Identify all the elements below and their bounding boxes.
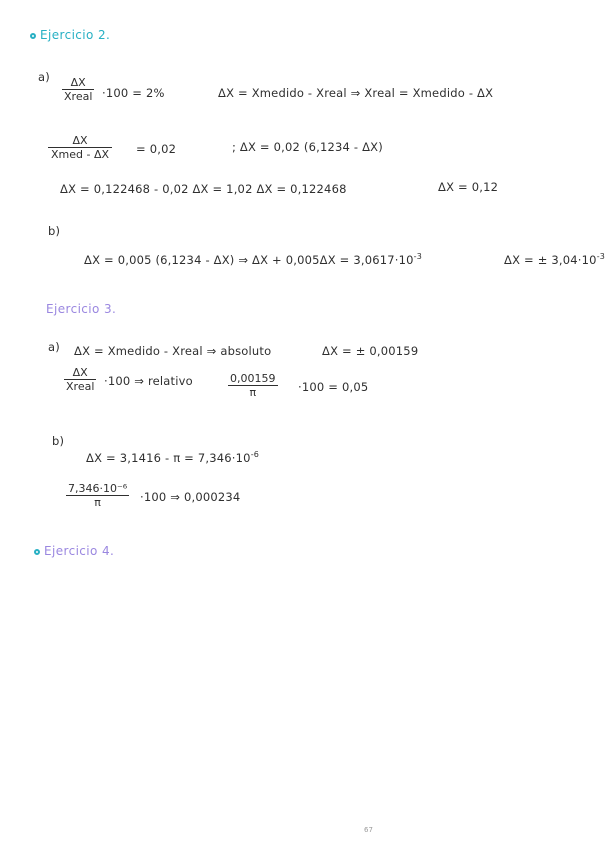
equation-line: ·100 ⇒ 0,000234 <box>140 490 241 504</box>
equation-line: ΔX = Xmedido - Xreal ⇒ absoluto <box>74 344 272 358</box>
exercise-2-heading: Ejercicio 2. <box>30 28 110 42</box>
equation-line: = 0,02 <box>136 142 177 156</box>
equation-line: ·100 = 2% <box>102 86 165 100</box>
result-line: ΔX = 0,12 <box>438 180 499 194</box>
part-b-label: b) <box>48 224 61 238</box>
result-line: ΔX = ± 0,00159 <box>322 344 419 358</box>
equation-line: ΔX = 0,005 (6,1234 - ΔX) ⇒ $\Delta X + 0,005\Delta X = 3,0617\cdot 10^{-3}$ <box>84 252 423 267</box>
page-mark: 67 <box>364 826 373 834</box>
relative-error-fraction: ΔX Xreal <box>64 76 93 103</box>
equation-fraction: 7,346·10⁻⁶ π <box>68 482 128 509</box>
equation-line: ; ΔX = 0,02 (6,1234 - ΔX) <box>232 140 383 154</box>
part-a-label: a) <box>38 70 50 84</box>
part-a-label: a) <box>48 340 60 354</box>
exercise-3-heading: Ejercicio 3. <box>46 302 117 316</box>
bullet-icon <box>34 549 40 555</box>
part-b-label: b) <box>52 434 65 448</box>
equation-line: $\Delta X = 3,1416 - \pi = 7,346\cdot 10^{-6}$ <box>86 450 260 465</box>
equation-fraction: ΔX Xmed - ΔX <box>48 134 112 161</box>
equation-fraction: 0,00159 π <box>230 372 276 399</box>
exercise-4-heading: Ejercicio 4. <box>34 544 114 558</box>
bullet-icon <box>30 33 36 39</box>
result-line: ΔX = ± $3,04\cdot 10^{-3}$ <box>504 252 605 267</box>
equation-line: ΔX = Xmedido - Xreal ⇒ Xreal = Xmedido - ΔX <box>218 86 494 100</box>
equation-line: ΔX = 0,122468 - 0,02 ΔX = 1,02 ΔX = 0,122468 <box>60 182 347 196</box>
equation-line: ·100 = 0,05 <box>298 380 369 394</box>
equation-line: ·100 ⇒ relativo <box>104 374 193 388</box>
relative-fraction: ΔX Xreal <box>66 366 95 393</box>
